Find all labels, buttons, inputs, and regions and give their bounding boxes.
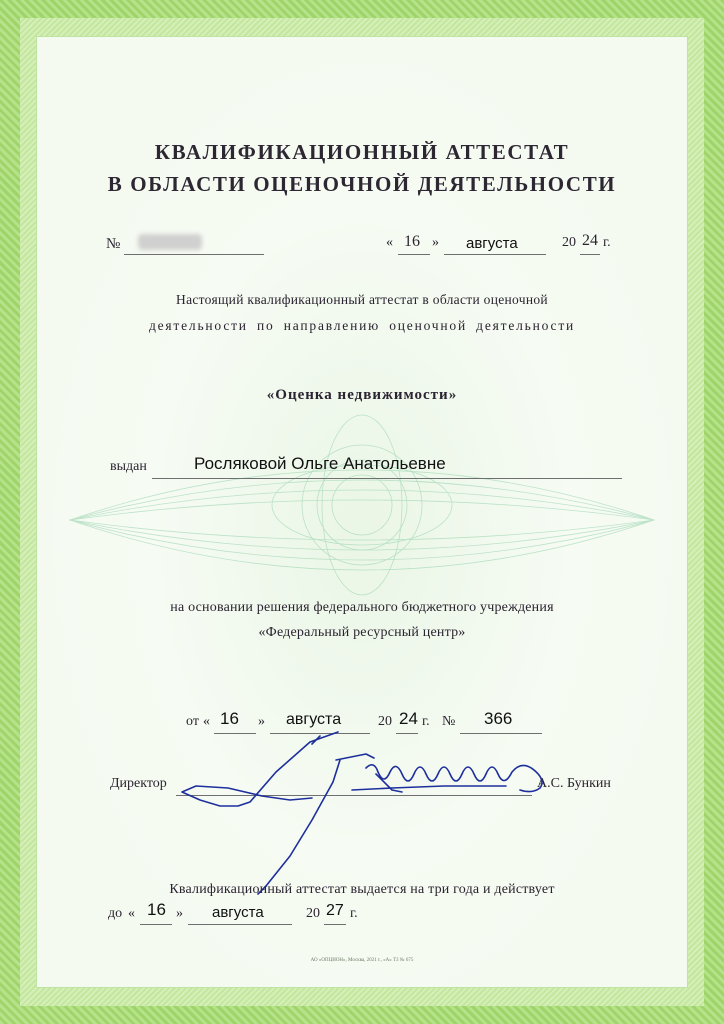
decision-year-unit: г.	[422, 714, 430, 729]
valid-day: 16	[147, 900, 166, 919]
director-name: А.С. Бункин	[537, 776, 611, 791]
valid-month: августа	[212, 904, 264, 921]
title-line-2: В ОБЛАСТИ ОЦЕНОЧНОЙ ДЕЯТЕЛЬНОСТИ	[107, 172, 617, 196]
number-label: №	[106, 236, 121, 252]
valid-close-quote: »	[176, 906, 183, 921]
intro-line-2: деятельности по направлению оценочной деятельности	[148, 318, 576, 333]
decision-close-quote: »	[258, 714, 265, 729]
valid-year-underline	[324, 924, 346, 925]
holder-name: Росляковой Ольге Анатольевне	[194, 454, 446, 473]
intro-line-1: Настоящий квалификационный аттестат в области оценочной	[176, 292, 548, 307]
basis-line-1: на основании решения федерального бюджетного учреждения	[170, 600, 554, 615]
basis-line-2: «Федеральный ресурсный центр»	[258, 625, 466, 640]
valid-to-label: до	[108, 906, 123, 921]
validity-line: Квалификационный аттестат выдается на три года и действует	[169, 882, 555, 897]
decision-day: 16	[220, 709, 239, 728]
decision-month: августа	[286, 711, 342, 728]
issue-close-quote: »	[432, 235, 439, 250]
director-label: Директор	[110, 776, 167, 791]
decision-open-quote: «	[203, 714, 210, 729]
decision-year-suffix: 24	[399, 709, 418, 728]
valid-year-suffix: 27	[326, 902, 344, 919]
valid-year-unit: г.	[350, 906, 358, 921]
issue-year-prefix: 20	[562, 235, 576, 250]
issue-day: 16	[404, 233, 420, 250]
decision-year-prefix: 20	[378, 714, 392, 729]
issue-open-quote: «	[386, 235, 393, 250]
valid-month-underline	[188, 924, 292, 925]
issue-year-unit: г.	[603, 235, 611, 250]
valid-open-quote: «	[128, 906, 135, 921]
valid-year-prefix: 20	[306, 906, 320, 921]
valid-day-underline	[140, 924, 172, 925]
direction-name: «Оценка недвижимости»	[266, 387, 458, 403]
decision-number-label: №	[442, 714, 456, 729]
issued-label: выдан	[110, 459, 147, 474]
decision-from-label: от	[186, 714, 199, 729]
decision-number: 366	[484, 709, 513, 728]
issue-month: августа	[466, 235, 518, 252]
title-line-1: КВАЛИФИКАЦИОННЫЙ АТТЕСТАТ	[154, 140, 570, 164]
printer-note: АО «ОПЦИОН», Москва, 2021 г., «А» Т3 № 675	[310, 958, 414, 963]
issue-year-suffix: 24	[582, 232, 598, 249]
